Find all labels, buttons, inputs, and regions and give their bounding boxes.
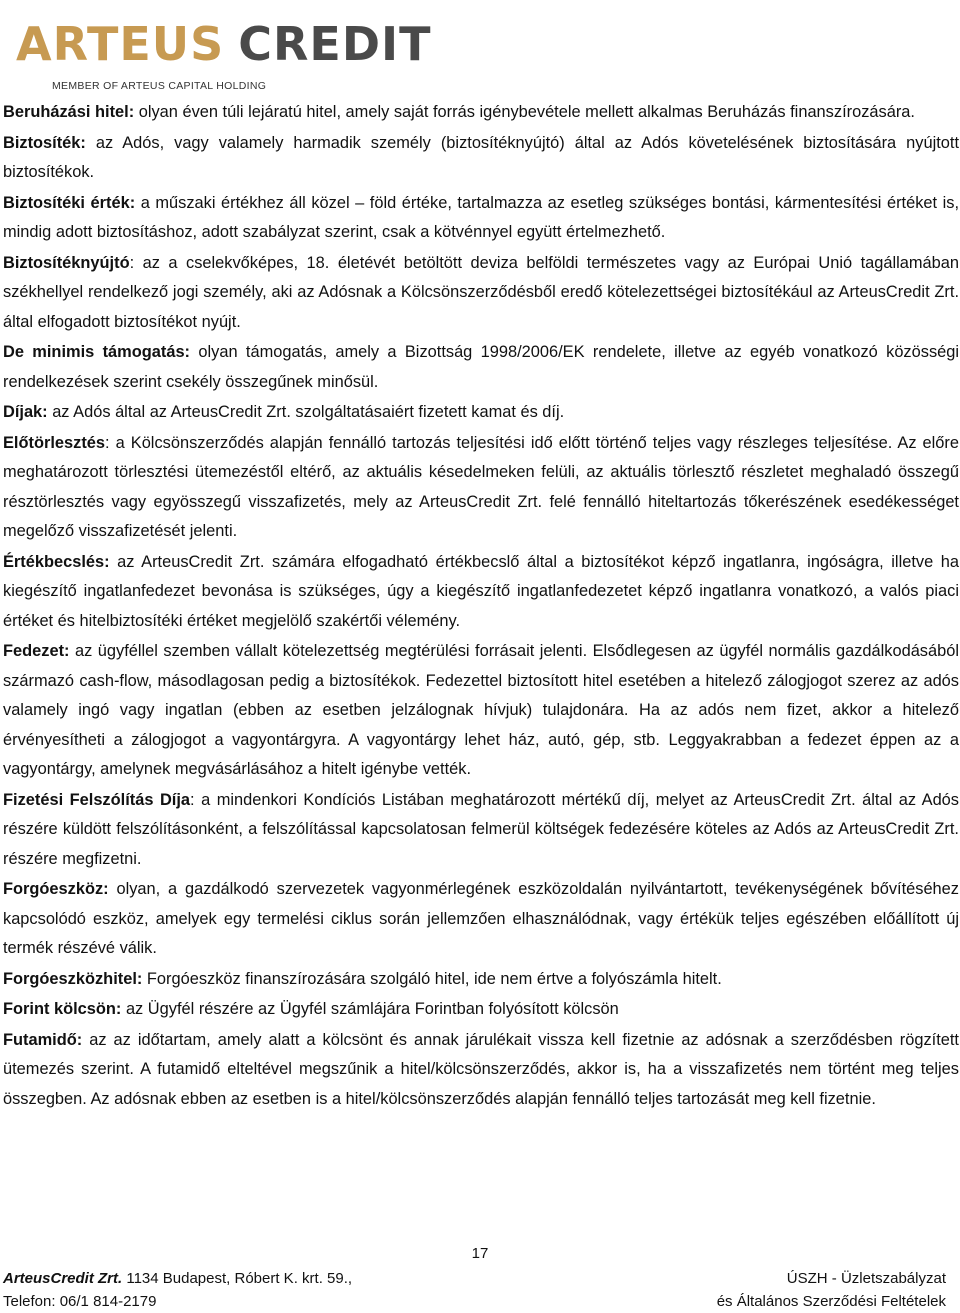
glossary-entry [3, 875, 959, 964]
glossary-term: Előtörlesztés [3, 433, 106, 452]
glossary-entry [3, 786, 959, 875]
glossary-term: Biztosíték: [3, 133, 86, 152]
glossary-definition: : a mindenkori Kondíciós Listában meghatározott mértékű díj, melyet az ArteusCredit Zrt. által az Adós részére küldött felszólításonként, a felszólítással kapcsolatosan felmerül költségek fedezésére köteles az Adós az ArteusCredit Zrt. részére megfizetni. [3, 790, 959, 868]
glossary-term: Fizetési Felszólítás Díja [3, 790, 191, 809]
glossary-definition: a műszaki értékhez áll közel – föld értéke, tartalmazza az esetleg szükséges bontási, kármentesítési értéket is, mindig adott biztosításhoz, adott szabályzat szerint, csak a kötvénnyel együtt értelmezhető. [3, 193, 959, 241]
glossary-definition: az ügyféllel szemben vállalt kötelezettség megtérülési forrásait jelenti. Elsődlegesen az ügyfél normális gazdálkodásából származó cash-flow, másodlagosan pedig a biztosítékok. Fedezettel biztosított hitel esetében a hitelező zálogjogot szerez az adós valamely ingó vagy ingatlan (ebben az esetben jelzálognak hívjuk) tulajdonára. Ha az adós nem fizet, akkor a hitelező érvényesítheti a zálogjogot a vagyontárgyra. A vagyontárgy lehet ház, autó, gép, stb. Leggyakrabban a fedezet éppen az a vagyontárgy, amelynek megvásárlásához a hitelt igénybe vették. [3, 642, 959, 778]
logo-wordmark [16, 14, 432, 74]
footer-company-name: ArteusCredit Zrt. [3, 1270, 123, 1287]
glossary-term: Biztosítéki érték: [3, 193, 136, 212]
footer-doc-line-2: és Általános Szerződési Feltételek [716, 1293, 946, 1310]
logo-text-arteus: ARTEUS [16, 17, 225, 71]
glossary-term: De minimis támogatás: [3, 343, 191, 361]
glossary-definition: olyan támogatás, amely a Bizottság 1998/2006/EK rendelete, illetve az egyéb vonatkozó közösségi rendelkezések szerint csekély összegűnek minősül. [3, 343, 960, 391]
glossary-entry [3, 189, 959, 248]
glossary-definition: az Ügyfél részére az Ügyfél számlájára Forintban folyósított kölcsön [121, 1000, 619, 1018]
footer-address-line [3, 1267, 352, 1290]
glossary-content [3, 98, 959, 1115]
glossary-definition: olyan, a gazdálkodó szervezetek vagyonmérlegének eszközoldalán nyilvántartott, tevékenységének bővítéséhez kapcsolódó eszköz, amelyek egy termelési ciklus során jellemzően elhasználódnak, vagy értékük teljes egészében előállított új termék részévé válik. [3, 880, 959, 957]
glossary-entry [3, 398, 959, 428]
glossary-term: Futamidő: [3, 1030, 83, 1049]
glossary-definition: : az a cselekvőképes, 18. életévét betöltött deviza belföldi természetes vagy az Európai Unió tagállamában székhellyel rendelkező jogi személy, aki az Adósnak a Kölcsönszerződésből eredő kötelezettségei biztosítékául az ArteusCredit Zrt. által elfogadott biztosítékot nyújt. [3, 253, 959, 331]
glossary-term: Értékbecslés: [3, 552, 110, 571]
glossary-entry [3, 129, 959, 188]
glossary-definition: az Adós által az ArteusCredit Zrt. szolgáltatásaiért fizetett kamat és díj. [47, 403, 565, 421]
glossary-term: Biztosítéknyújtó [3, 253, 130, 272]
glossary-term: Díjak: [3, 403, 48, 421]
glossary-term: Forgóeszköz: [3, 880, 109, 898]
logo-tagline: MEMBER OF ARTEUS CAPITAL HOLDING [52, 80, 267, 92]
footer-doc-line-1: ÚSZH - Üzletszabályzat [786, 1270, 946, 1287]
footer-document-title [717, 1267, 946, 1313]
glossary-entry [3, 1026, 959, 1115]
glossary-definition: az az időtartam, amely alatt a kölcsönt és annak járulékait vissza kell fizetnie az adósnak a szerződésben rögzített ütemezés szerint. A futamidő elteltével megszűnik a hitel/kölcsönszerződés, akkor is, ha a visszafizetés nem történt meg teljes összegben. Az adósnak ebben az esetben is a hitel/kölcsönszerződés alapján fennálló teljes tartozását meg kell fizetnie. [3, 1030, 959, 1108]
glossary-entry [3, 98, 959, 128]
glossary-term: Forint kölcsön: [3, 1000, 122, 1018]
footer-company-info [3, 1267, 352, 1313]
glossary-definition: az Adós, vagy valamely harmadik személy (biztosítéknyújtó) által az Adós követelésének biztosítására nyújtott biztosítékok. [3, 133, 959, 181]
glossary-entry [3, 249, 959, 338]
glossary-entry [3, 965, 959, 995]
page-number: 17 [471, 1245, 489, 1262]
footer-address: 1134 Budapest, Róbert K. krt. 59., [122, 1270, 353, 1287]
logo-text-credit: CREDIT [238, 17, 432, 71]
glossary-definition: az ArteusCredit Zrt. számára elfogadható értékbecslő által a biztosítékot képző ingatlanra, ingóságra, illetve ha kiegészítő ingatlanfedezet bevonása is szükséges, úgy a kiegészítő ingatlanfedezetet képző ingatlanra vonatkozó, a valós piaci értéket és hitelbiztosítéki értéket megjelölő szakértői vélemény. [3, 552, 959, 630]
glossary-entry [3, 429, 959, 547]
footer-phone: Telefon: 06/1 814-2179 [3, 1293, 157, 1310]
glossary-term: Fedezet: [3, 642, 70, 660]
glossary-entry [3, 548, 959, 637]
glossary-entry [3, 338, 959, 397]
arteus-credit-logo [16, 14, 432, 98]
glossary-entry [3, 995, 959, 1025]
glossary-definition: : a Kölcsönszerződés alapján fennálló tartozás teljesítési idő előtt történő teljes vagy részleges teljesítése. Az előre meghatározott törlesztési ütemezéstől eltérő, az aktuális késedelmeken felüli, az aktuális törlesztő részletet meghaladó összegű résztörlesztés vagy egyösszegű visszafizetés, mely az ArteusCredit Zrt. felé fennálló hiteltartozás tőkerészének esedékességet megelőző visszafizetését jelenti. [3, 433, 959, 540]
glossary-term: Forgóeszközhitel: [3, 969, 143, 988]
glossary-definition: Forgóeszköz finanszírozására szolgáló hitel, ide nem értve a folyószámla hitelt. [142, 969, 722, 988]
glossary-entry [3, 637, 959, 785]
glossary-definition: olyan éven túli lejáratú hitel, amely saját forrás igénybevétele mellett alkalmas Beruházás finanszírozására. [134, 103, 915, 121]
glossary-term: Beruházási hitel: [3, 103, 135, 121]
